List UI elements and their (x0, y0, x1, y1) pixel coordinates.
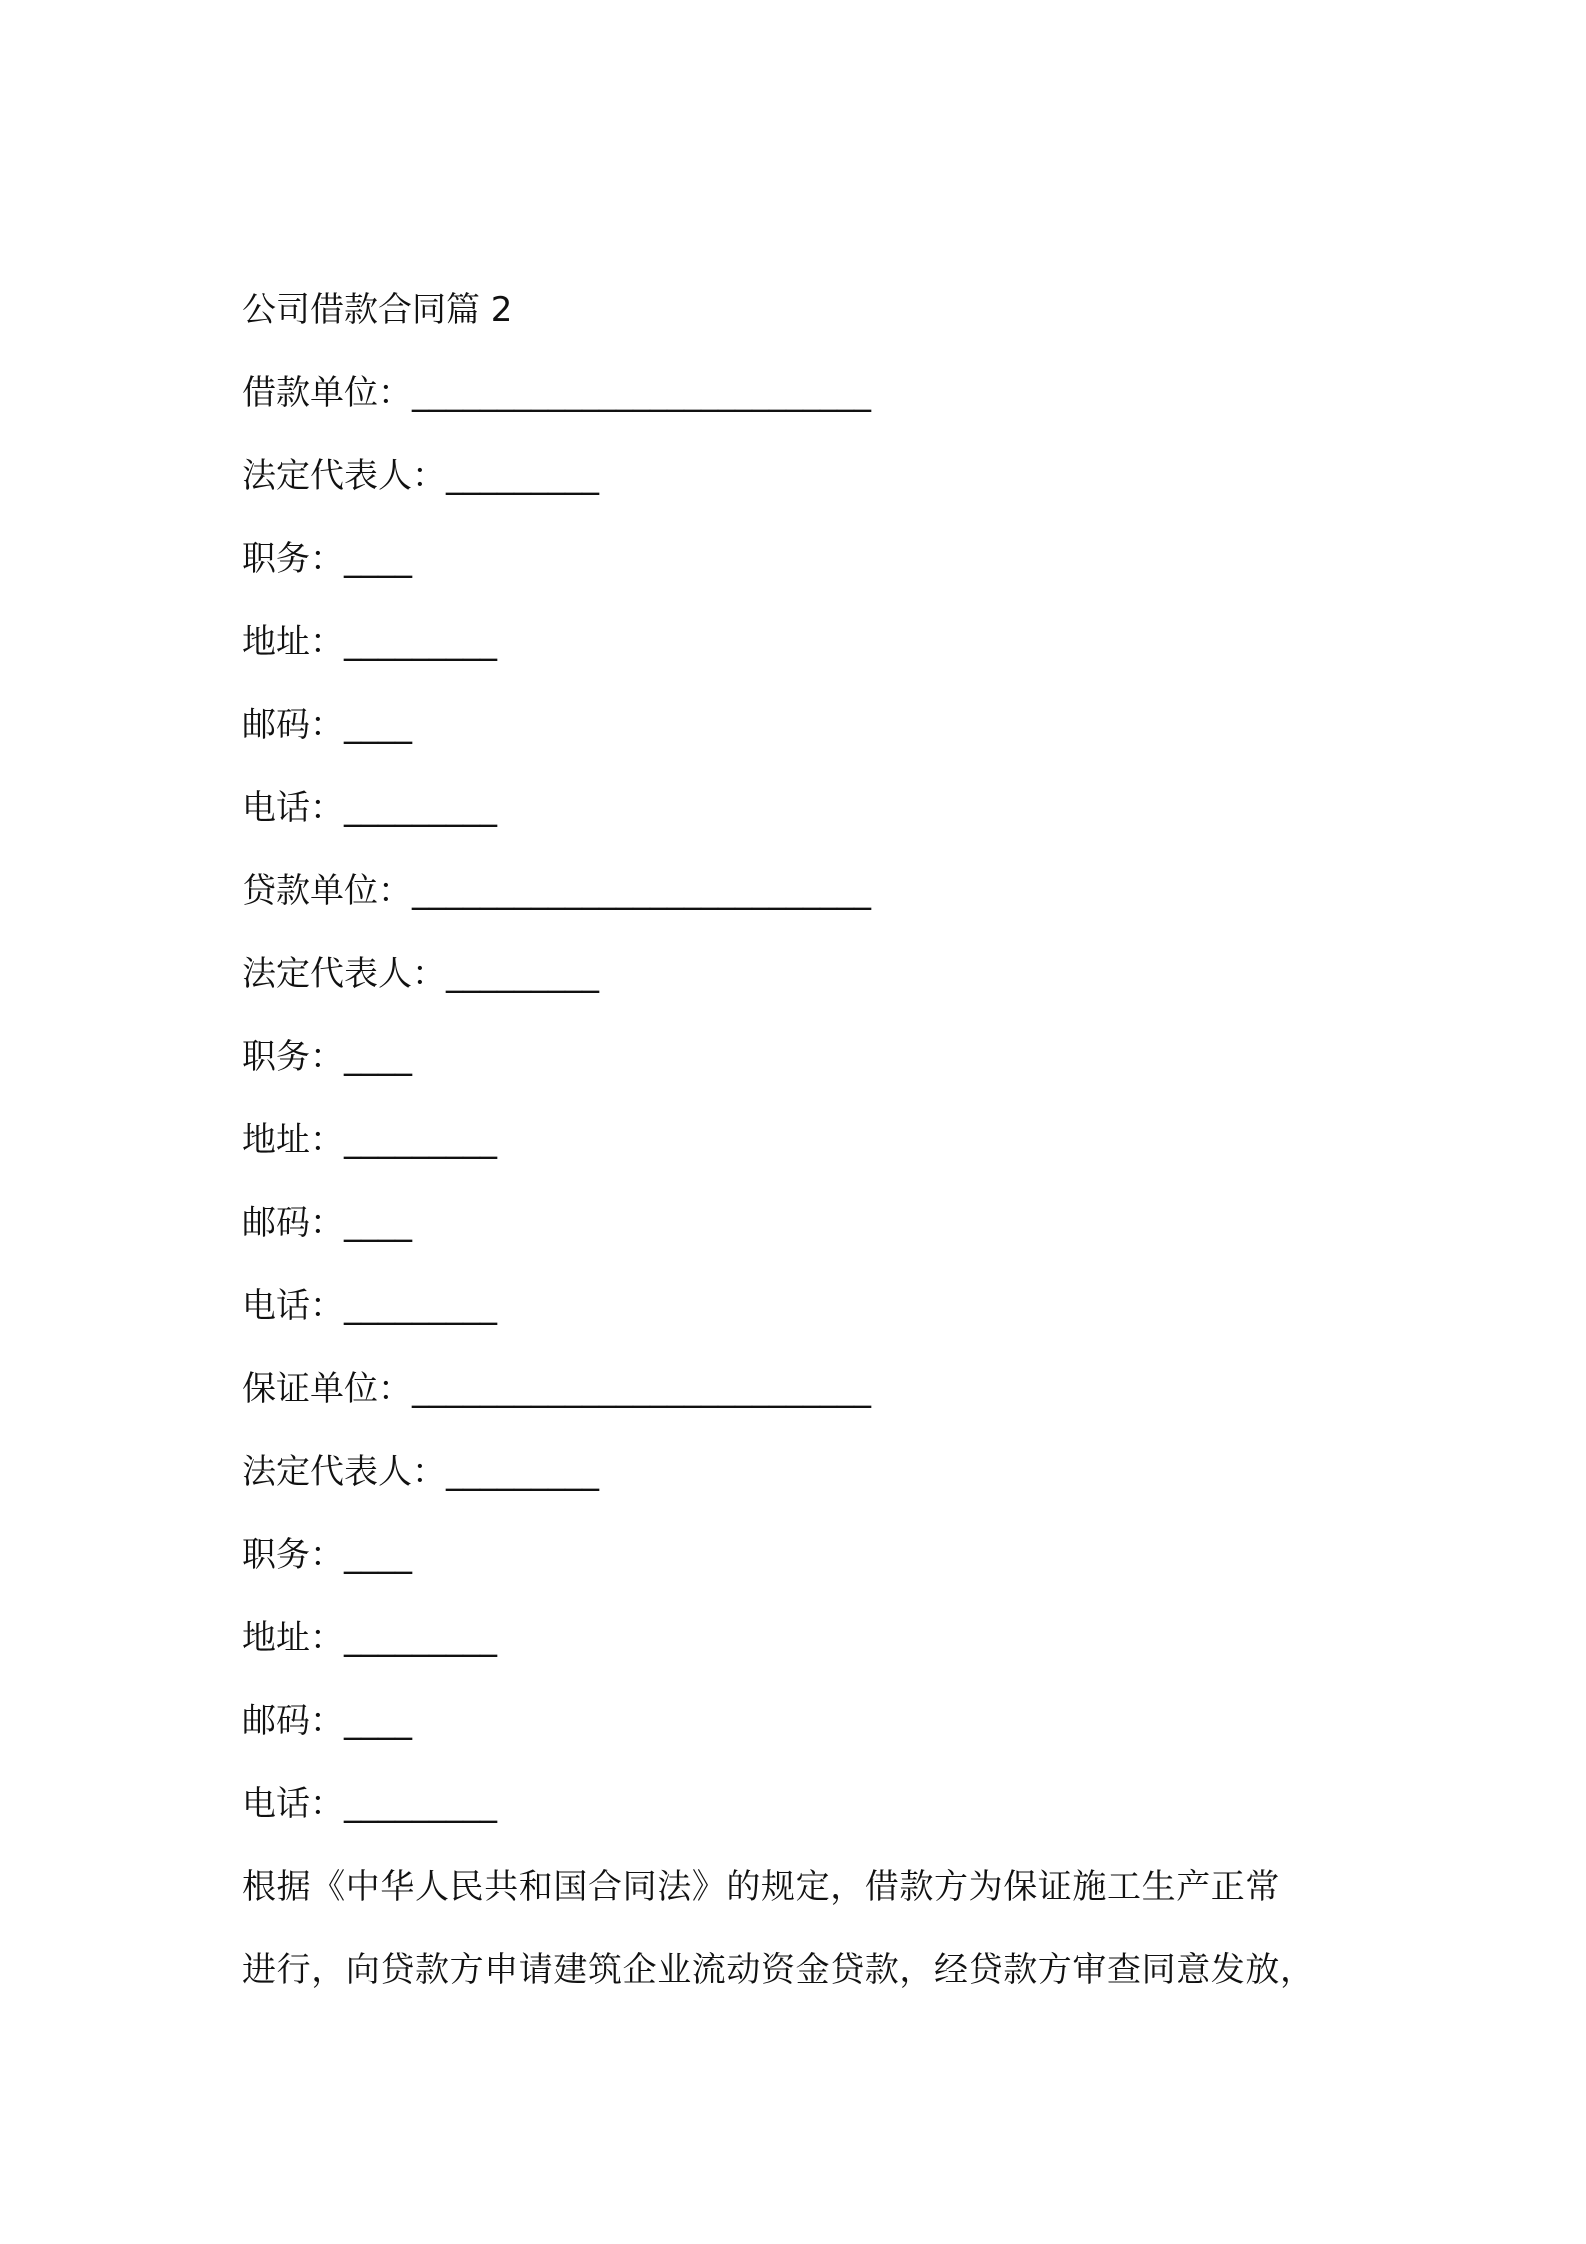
lender-postcode-field: 邮码：____ (242, 1203, 412, 1243)
guarantor-address-field: 地址：_________ (242, 1618, 497, 1658)
guarantor-rep-field: 法定代表人：_________ (242, 1452, 599, 1492)
lender-position-field: 职务：____ (242, 1037, 412, 1077)
guarantor-position-field: 职务：____ (242, 1535, 412, 1575)
guarantor-postcode-field: 邮码：____ (242, 1701, 412, 1741)
lender-unit-field: 贷款单位：___________________________ (242, 871, 871, 911)
body-paragraph (242, 1857, 1362, 2023)
borrower-unit-field: 借款单位：___________________________ (242, 373, 871, 413)
lender-phone-field: 电话：_________ (242, 1286, 497, 1326)
document-content (242, 280, 1362, 2023)
body-line: 根据《中华人民共和国合同法》的规定，借款方为保证施工生产正常 (242, 1867, 1280, 1907)
lender-rep-field: 法定代表人：_________ (242, 954, 599, 994)
lender-address-field: 地址：_________ (242, 1120, 497, 1160)
borrower-postcode-field: 邮码：____ (242, 705, 412, 745)
borrower-position-field: 职务：____ (242, 539, 412, 579)
guarantor-unit-field: 保证单位：___________________________ (242, 1369, 871, 1409)
borrower-phone-field: 电话：_________ (242, 788, 497, 828)
guarantor-phone-field: 电话：_________ (242, 1784, 497, 1824)
body-line: 进行，向贷款方申请建筑企业流动资金贷款，经贷款方审查同意发放， (242, 1950, 1315, 1990)
borrower-address-field: 地址：_________ (242, 622, 497, 662)
borrower-rep-field: 法定代表人：_________ (242, 456, 599, 496)
document-title: 公司借款合同篇 2 (242, 290, 513, 330)
